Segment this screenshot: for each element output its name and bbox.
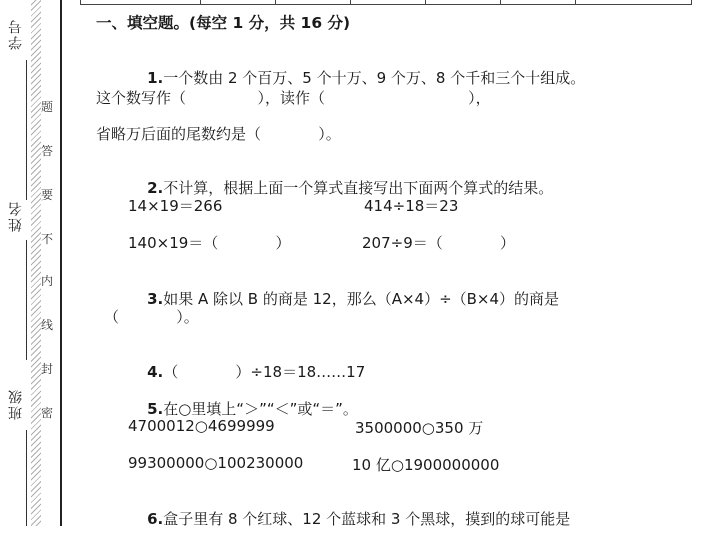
question-3-line-2: （ ）。 <box>104 308 199 326</box>
question-number: 2. <box>147 179 164 197</box>
seal-char: 答 <box>40 144 53 158</box>
question-text: 盒子里有 8 个红球、12 个蓝球和 3 个黑球，摸到的球可能是 <box>163 510 571 528</box>
section-title: 一、填空题。(每空 1 分，共 16 分) <box>96 14 351 32</box>
name-label: 姓名 <box>8 200 24 232</box>
seal-char: 题 <box>40 100 53 114</box>
question-1-line-2: 这个数写作（ ），读作（ ）， <box>96 89 491 107</box>
cut-line-hatch <box>31 0 41 526</box>
question-5-compare-b2: 10 亿○1900000000 <box>352 456 500 474</box>
question-number: 3. <box>147 290 164 308</box>
name-line <box>26 90 27 200</box>
seal-char: 内 <box>40 274 53 288</box>
question-text: 不计算，根据上面一个算式直接写出下面两个算式的结果。 <box>163 179 554 197</box>
name-line-lower <box>26 240 27 360</box>
question-number: 5. <box>147 400 164 418</box>
question-number: 4. <box>147 363 164 381</box>
question-text: 一个数由 2 个百万、5 个十万、9 个万、8 个千和三个十组成。 <box>163 69 586 87</box>
seal-char: 封 <box>40 362 53 376</box>
question-5-compare-a2: 99300000○100230000 <box>128 454 304 472</box>
question-2-eq-b1: 414÷18＝23 <box>364 197 459 215</box>
seal-char: 密 <box>40 406 53 420</box>
question-2-eq-a2: 140×19＝（ ） <box>128 234 291 252</box>
question-text: （ ）÷18＝18……17 <box>163 363 366 381</box>
class-label: 班级 <box>8 388 24 420</box>
question-text: 如果 A 除以 B 的商是 12，那么（A×4）÷（B×4）的商是 <box>163 290 560 308</box>
question-5-compare-b1: 3500000○350 万 <box>355 419 484 437</box>
margin-border-line <box>60 0 62 526</box>
question-2-eq-a1: 14×19＝266 <box>128 197 223 215</box>
class-line <box>26 430 27 526</box>
question-2-eq-b2: 207÷9＝（ ） <box>362 234 515 252</box>
score-table-remnant <box>80 0 692 5</box>
seal-char: 要 <box>40 188 53 202</box>
student-id-label: 学号 <box>8 18 24 50</box>
seal-char: 不 <box>40 232 53 246</box>
question-1-line-3: 省略万后面的尾数约是（ ）。 <box>96 125 341 143</box>
question-6 <box>128 490 570 547</box>
binding-margin <box>0 0 62 526</box>
seal-char: 线 <box>40 318 53 332</box>
question-number: 6. <box>147 510 164 528</box>
question-text: 在○里填上“＞”“＜”或“＝”。 <box>163 400 358 418</box>
question-5-compare-a1: 4700012○4699999 <box>128 417 275 435</box>
question-number: 1. <box>147 69 164 87</box>
